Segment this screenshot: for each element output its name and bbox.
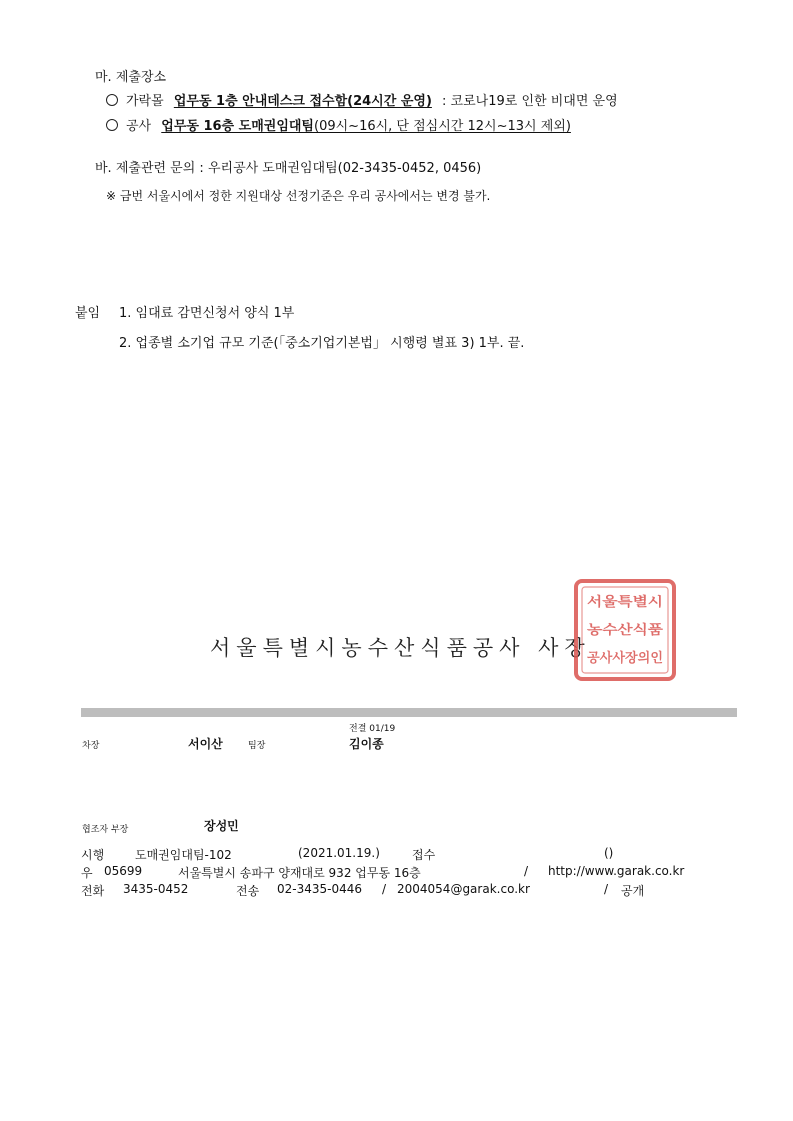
submission-heading: 마. 제출장소: [95, 70, 167, 85]
inquiry-text: 바. 제출관련 문의 : 우리공사 도매권임대팀(02-3435-0452, 0456): [95, 161, 482, 176]
footer-receipt-label: 접수: [412, 848, 436, 862]
footer-url[interactable]: http://www.garak.co.kr: [548, 864, 685, 878]
footer-doc-number: 도매권임대팀-102: [135, 848, 232, 862]
footer-date: (2021.01.19.): [298, 846, 380, 860]
approval-date-note: 전결 01/19: [349, 724, 396, 734]
footer-fax: 02-3435-0446: [277, 882, 363, 896]
seal-text-3: 공사사장의인: [587, 651, 663, 666]
submission-line-1: [106, 90, 618, 109]
footer-address: 서울특별시 송파구 양재대로 932 업무동 16층: [178, 866, 421, 880]
separator-bar: [81, 708, 737, 717]
cooperation-role: 협조자 부장: [82, 825, 129, 835]
official-seal: [573, 578, 677, 682]
submission-line-2-place: 업무동 16층 도매권임대팀: [161, 119, 314, 134]
approval-name-2: 김이종: [349, 737, 384, 751]
circle-bullet-icon: [106, 94, 118, 106]
approval-role-1: 차장: [82, 741, 100, 751]
footer-phone-label: 전화: [81, 884, 105, 898]
submission-line-1-prefix: 가락몰: [126, 94, 164, 109]
attachments-label: 붙임: [75, 306, 101, 321]
submission-line-1-place: 업무동 1층 안내데스크 접수함(24시간 운영): [173, 94, 432, 109]
footer-slash: /: [524, 864, 529, 878]
footer-slash-2: /: [604, 882, 609, 896]
footer-phone: 3435-0452: [123, 882, 189, 896]
footer-enforcement-label: 시행: [81, 848, 105, 862]
footer-disclosure: 공개: [621, 884, 645, 898]
inquiry-note: ※ 금번 서울시에서 정한 지원대상 선정기준은 우리 공사에서는 변경 불가.: [106, 189, 491, 203]
footer-zip-label: 우: [81, 866, 93, 880]
footer-slash-1: /: [382, 882, 387, 896]
footer-receipt-value: (): [604, 846, 614, 860]
footer-zip: 05699: [104, 864, 143, 878]
approval-name-1: 서이산: [188, 737, 223, 751]
submission-line-2: [106, 115, 571, 134]
submission-line-2-hours: (09시~16시, 단 점심시간 12시~13시 제외): [314, 119, 571, 134]
submission-line-2-prefix: 공사: [126, 119, 152, 134]
issuer-title: 서울특별시농수산식품공사 사장: [210, 636, 591, 660]
approval-role-2: 팀장: [248, 741, 266, 751]
attachment-item-1: 1. 임대료 감면신청서 양식 1부: [119, 306, 295, 321]
seal-text-1: 서울특별시: [587, 595, 650, 610]
circle-bullet-icon: [106, 119, 118, 131]
cooperation-name: 장성민: [204, 819, 239, 833]
footer-email[interactable]: 2004054@garak.co.kr: [397, 882, 530, 896]
footer-fax-label: 전송: [236, 884, 260, 898]
seal-text-2: 농수산식품: [587, 623, 650, 638]
attachment-item-2: 2. 업종별 소기업 규모 기준(「중소기업기본법」 시행령 별표 3) 1부. 끝.: [119, 336, 525, 351]
submission-line-1-note: : 코로나19로 인한 비대면 운영: [442, 94, 618, 109]
